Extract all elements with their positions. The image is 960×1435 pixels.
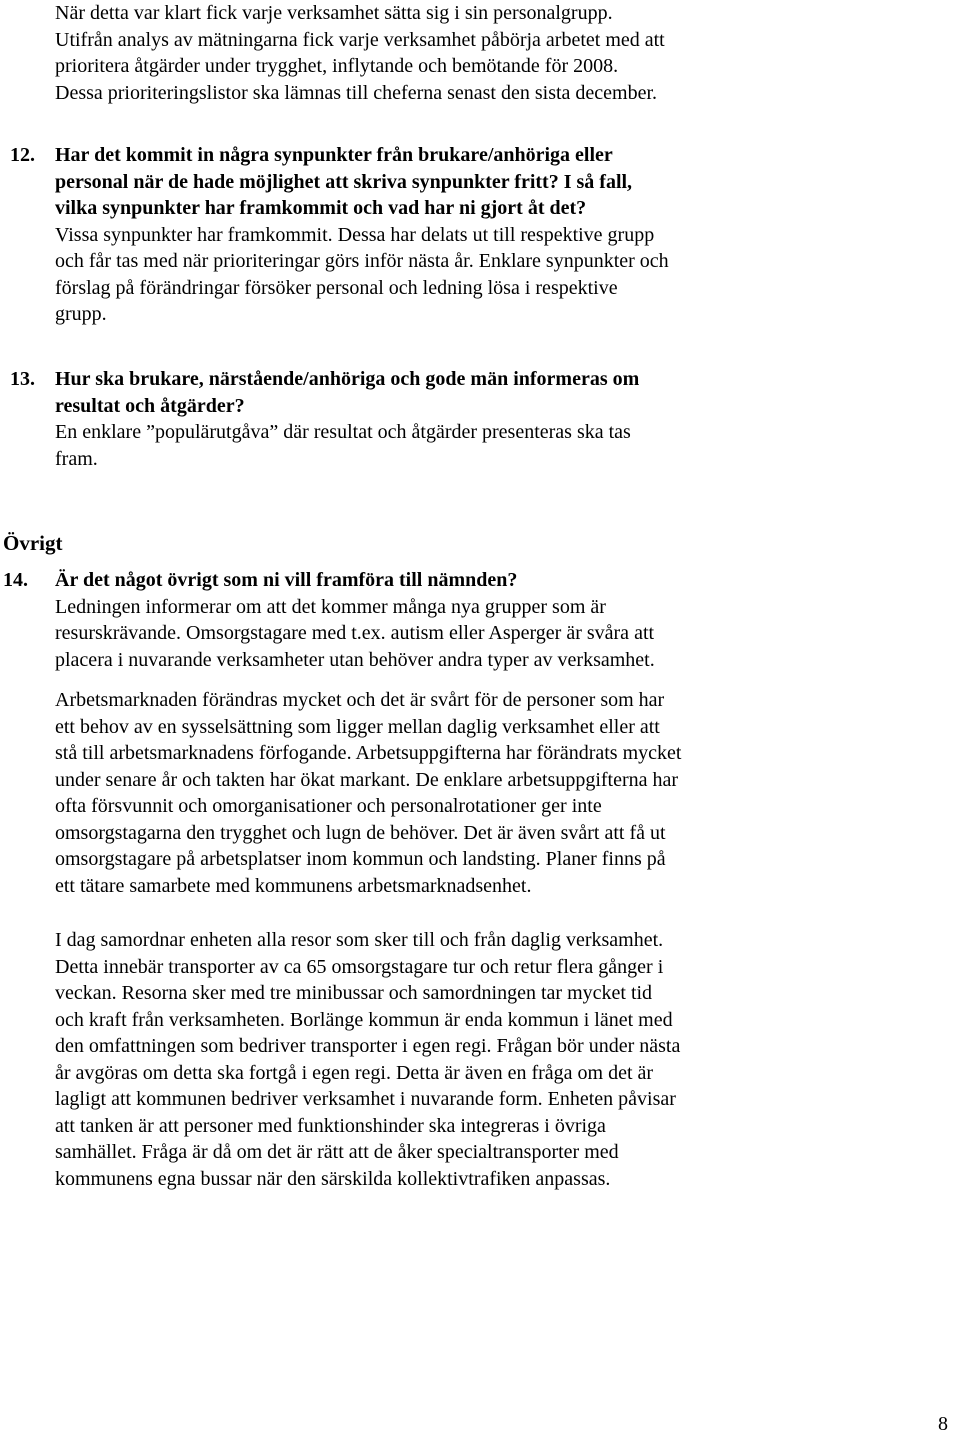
- answer-line: resurskrävande. Omsorgstagare med t.ex. autism eller Asperger är svåra att: [55, 622, 655, 644]
- paragraph-line: Arbetsmarknaden förändras mycket och det är svårt för de personer som har: [55, 689, 665, 711]
- answer-line: grupp.: [55, 303, 107, 325]
- answer-line: En enklare ”populärutgåva” där resultat och åtgärder presenteras ska tas: [55, 421, 631, 443]
- paragraph-line: lagligt att kommunen bedriver verksamhet i nuvarande form. Enheten påvisar: [55, 1088, 676, 1110]
- question-14: [0, 567, 820, 673]
- paragraph-line: kommunens egna bussar när den särskilda kollektivtrafiken anpassas.: [55, 1167, 611, 1190]
- paragraph-resor: [55, 927, 815, 1192]
- question-line: resultat och åtgärder?: [55, 394, 245, 417]
- answer-line: Ledningen informerar om att det kommer många nya grupper som är: [55, 595, 606, 618]
- paragraph-line: den omfattningen som bedriver transporter i egen regi. Frågan bör under nästa: [55, 1035, 681, 1057]
- paragraph-line: att tanken är att personer med funktionshinder ska integreras i övriga: [55, 1114, 606, 1137]
- paragraph-line: år avgöras om detta ska fortgå i egen regi. Detta är även en fråga om det är: [55, 1061, 654, 1084]
- paragraph-line: veckan. Resorna sker med tre minibussar och samordningen tar mycket tid: [55, 982, 653, 1004]
- page-number: 8: [938, 1413, 948, 1435]
- paragraph-line: ofta försvunnit och omorganisationer och personalrotationer ger inte: [55, 795, 602, 817]
- question-12: [0, 142, 820, 328]
- intro-line: Utifrån analys av mätningarna fick varje verksamhet påbörja arbetet med att: [55, 28, 665, 51]
- question-text: [55, 366, 820, 472]
- question-line: Hur ska brukare, närstående/anhöriga och gode män informeras om: [55, 368, 640, 390]
- paragraph-line: omsorgstagarna den trygghet och lugn de behöver. Det är även svårt att få ut: [55, 821, 666, 844]
- intro-paragraph: [55, 0, 815, 106]
- question-line: Är det något övrigt som ni vill framföra till nämnden?: [55, 569, 518, 591]
- question-number: 12.: [10, 144, 35, 166]
- paragraph-line: Detta innebär transporter av ca 65 omsorgstagare tur och retur flera gånger i: [55, 955, 664, 978]
- answer-line: och får tas med när prioriteringar görs inför nästa år. Enklare synpunkter och: [55, 250, 669, 272]
- paragraph-line: ett behov av en sysselsättning som ligger mellan daglig verksamhet eller att: [55, 715, 660, 738]
- answer-line: fram.: [55, 447, 98, 470]
- paragraph-line: samhället. Fråga är då om det är rätt att de åker specialtransporter med: [55, 1141, 619, 1163]
- intro-line: prioritera åtgärder under trygghet, inflytande och bemötande för 2008.: [55, 55, 619, 77]
- section-heading: Övrigt: [3, 531, 63, 555]
- question-text: [55, 142, 820, 328]
- paragraph-line: stå till arbetsmarknadens förfogande. Arbetsuppgifterna har förändrats mycket: [55, 742, 682, 764]
- paragraph-line: under senare år och takten har ökat markant. De enklare arbetsuppgifterna har: [55, 768, 679, 791]
- question-line: vilka synpunkter har framkommit och vad har ni gjort åt det?: [55, 197, 587, 219]
- intro-line: Dessa prioriteringslistor ska lämnas till cheferna senast den sista december.: [55, 81, 658, 104]
- question-number: 14.: [3, 569, 28, 591]
- answer-line: förslag på förändringar försöker personal och ledning lösa i respektive: [55, 276, 618, 299]
- question-number: 13.: [10, 368, 35, 390]
- answer-line: Vissa synpunkter har framkommit. Dessa har delats ut till respektive grupp: [55, 223, 655, 246]
- question-13: [0, 366, 820, 472]
- question-line: Har det kommit in några synpunkter från brukare/anhöriga eller: [55, 144, 613, 166]
- question-line: personal när de hade möjlighet att skriva synpunkter fritt? I så fall,: [55, 170, 633, 193]
- paragraph-line: ett tätare samarbete med kommunens arbetsmarknadsenhet.: [55, 874, 532, 897]
- paragraph-arbetsmarknad: [55, 687, 815, 899]
- paragraph-line: I dag samordnar enheten alla resor som sker till och från daglig verksamhet.: [55, 929, 664, 951]
- paragraph-line: omsorgstagare på arbetsplatser inom kommun och landsting. Planer finns på: [55, 848, 666, 870]
- intro-line: När detta var klart fick varje verksamhet sätta sig i sin personalgrupp.: [55, 2, 613, 24]
- answer-line: placera i nuvarande verksamheter utan behöver andra typer av verksamhet.: [55, 648, 655, 671]
- question-text: [55, 567, 820, 673]
- paragraph-line: och kraft från verksamheten. Borlänge kommun är enda kommun i länet med: [55, 1008, 673, 1031]
